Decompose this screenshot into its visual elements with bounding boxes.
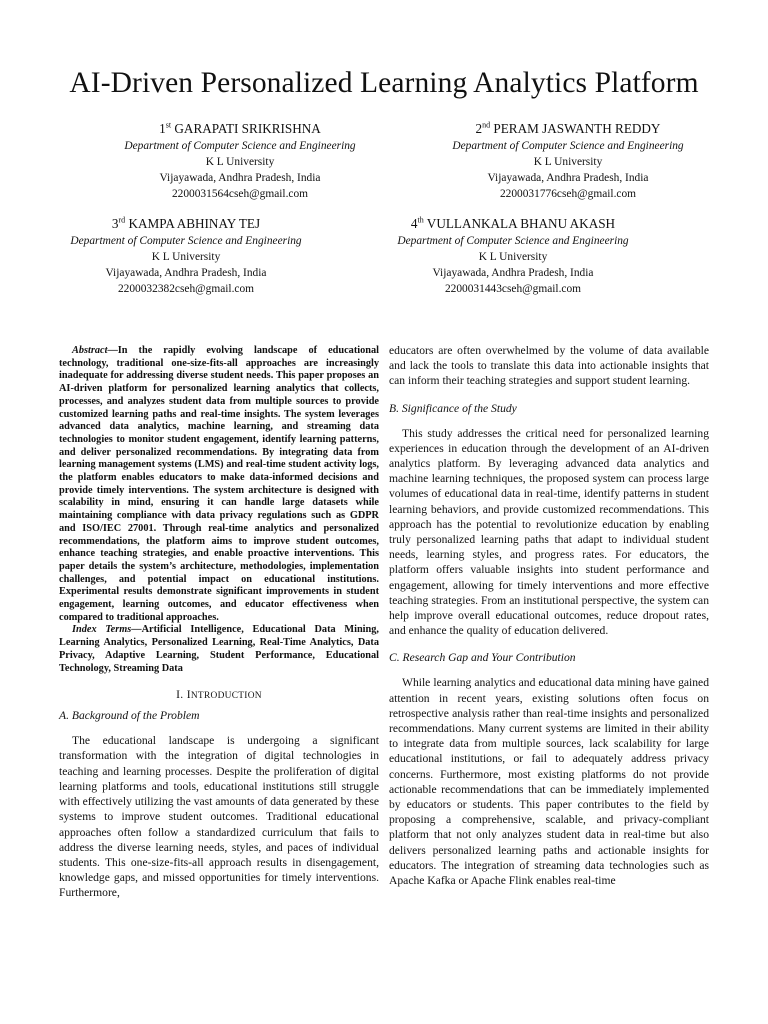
author-location: Vijayawada, Andhra Pradesh, India [432, 267, 594, 279]
paragraph-research-gap: While learning analytics and educational data mining have gained attention in recent years, existing solutions often focus on retrospective analysis rather than real-time insights and personalized recommendations. Many current systems are limited in their ability to integrate data from multiple sources, lack scalability for large educational institutions, or fail to adequately address privacy concerns. Furthermore, most existing platforms do not provide actionable recommendations that can be immediately implemented by educators or students. This paper contributes to the field by proposing a comprehensive, scalable, and privacy-compliant platform that not only analyzes student data in real-time but also delivers personalized learning paths and actionable insights for educators. The integration of streaming data technologies such as Apache Kafka or Apache Flink enables real-time [389, 676, 709, 888]
author-block-4 [353, 215, 673, 297]
author-block-2 [408, 120, 728, 202]
author-email[interactable]: 2200032382cseh@gmail.com [117, 283, 255, 295]
paragraph-significance: This study addresses the critical need for personalized learning experiences in education through the development of an AI-driven analytics platform. By leveraging advanced data analytics and machine learning techniques, the proposed system can process large volumes of educational data in real-time, identify patterns in student learning behaviors, and provide customized recommendations. This approach has the potential to revolutionize education by enabling truly personalized learning paths that adapt to individual student needs, learning styles, and progress rates. For educators, the platform offers valuable insights into student performance and engagement, allowing for timely interventions and more effective teaching strategies. From an institutional perspective, the system can help improve overall educational outcomes, reduce dropout rates, and enhance the quality of education delivered. [389, 426, 709, 638]
paragraph-background-continued: educators are often overwhelmed by the volume of data available and lack the tools to translate this data into actionable insights that can inform their teaching strategies and support student learning. [389, 344, 709, 388]
author-email[interactable]: 2200031776cseh@gmail.com [499, 188, 637, 200]
author-department: Department of Computer Science and Engineering [397, 235, 629, 247]
author-email[interactable]: 2200031564cseh@gmail.com [171, 188, 309, 200]
author-name: 3rd KAMPA ABHINAY TEJ [111, 215, 261, 231]
abstract-text: —In the rapidly evolving landscape of educational technology, traditional one-size-fits-all approaches are increasingly inadequate for addressing diverse student needs. This paper proposes an AI-driven platform for personalized learning analytics that collects, processes, and analyzes student data from multiple sources to provide customized learning paths and real-time insights. The system leverages advanced data analytics, machine learning, and streaming data technologies to monitor student engagement, identify learning patterns, and deliver personalized recommendations. By integrating data from learning management systems (LMS) and real-time student activity logs, the platform enables educators to make data-informed decisions and provide timely interventions. The system architecture is designed with scalability in mind, ensuring it can handle large datasets while maintaining compliance with data privacy regulations such as GDPR and ISO/IEC 27001. Through real-time analytics and personalized recommendations, the platform aims to improve student outcomes, enhance teaching strategies, and enable proactive interventions. This paper details the system’s architecture, methodologies, implementation challenges, and potential impact on educational institutions. Experimental results demonstrate significant improvements in student engagement, learning outcomes, and educator effectiveness when compared to traditional approaches. [59, 345, 379, 623]
author-block-3 [26, 215, 346, 297]
paper-title: AI-Driven Personalized Learning Analytics Platform [69, 67, 699, 99]
index-terms-text: —Artificial Intelligence, Educational Data Mining, Learning Analytics, Personalized Learning, Real-Time Analytics, Data Privacy, Adaptive Learning, Student Performance, Educational Technology, Streaming Data [59, 624, 379, 674]
index-terms-label: Index Terms [72, 624, 132, 636]
author-university: K L University [151, 251, 221, 263]
index-terms [59, 624, 379, 675]
author-department: Department of Computer Science and Engineering [124, 140, 356, 152]
author-location: Vijayawada, Andhra Pradesh, India [487, 172, 649, 184]
author-name: 2nd PERAM JASWANTH REDDY [475, 120, 661, 136]
section-heading-introduction: I. INTRODUCTION [176, 688, 262, 702]
author-email[interactable]: 2200031443cseh@gmail.com [444, 283, 582, 295]
left-column [59, 345, 379, 901]
subsection-heading-significance: B. Significance of the Study [389, 401, 517, 415]
author-university: K L University [205, 156, 275, 168]
author-location: Vijayawada, Andhra Pradesh, India [105, 267, 267, 279]
abstract-label: Abstract [72, 345, 108, 356]
abstract [59, 345, 379, 624]
author-name: 1st GARAPATI SRIKRISHNA [159, 120, 321, 136]
author-department: Department of Computer Science and Engineering [452, 140, 684, 152]
subsection-heading-background: A. Background of the Problem [59, 709, 200, 723]
author-name: 4th VULLANKALA BHANU AKASH [410, 215, 616, 231]
author-university: K L University [533, 156, 603, 168]
author-block-1 [80, 120, 400, 202]
right-column [389, 343, 709, 888]
subsection-heading-research-gap: C. Research Gap and Your Contribution [389, 651, 576, 665]
paragraph-background: The educational landscape is undergoing a significant transformation with the integration of digital technologies in teaching and learning processes. Despite the proliferation of digital learning platforms and tools, educational institutions still struggle with effectively utilizing the vast amounts of data generated by these systems to improve student outcomes. Traditional educational approaches often follow a standardized curriculum that fails to address the diverse learning needs, styles, and paces of individual students. This one-size-fits-all approach results in disengagement, knowledge gaps, and missed opportunities for timely interventions. Furthermore, [59, 734, 379, 900]
author-university: K L University [478, 251, 548, 263]
author-location: Vijayawada, Andhra Pradesh, India [159, 172, 321, 184]
author-department: Department of Computer Science and Engineering [70, 235, 302, 247]
